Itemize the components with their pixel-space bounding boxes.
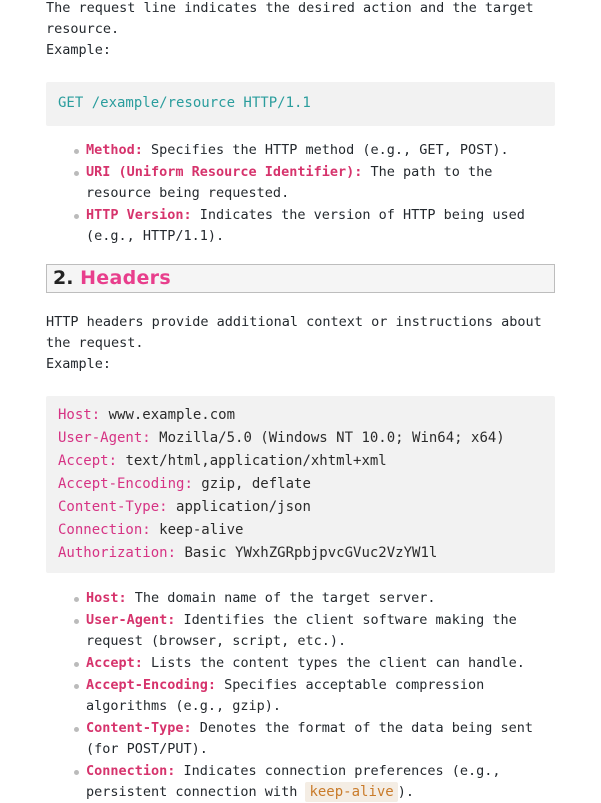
section-title: Headers bbox=[80, 267, 171, 289]
list-term: User-Agent: bbox=[86, 612, 176, 628]
list-term: HTTP Version: bbox=[86, 207, 192, 223]
list-text: Indicates the version of HTTP being used (e.g., HTTP/1.1). bbox=[86, 207, 525, 244]
list-text: Specifies the HTTP method (e.g., GET, POST). bbox=[142, 142, 509, 158]
header-key: Authorization bbox=[58, 545, 168, 561]
header-value: application/json bbox=[167, 499, 311, 515]
headers-code-block bbox=[46, 396, 555, 573]
code-line: Connection: keep-alive bbox=[58, 522, 244, 538]
list-term: Host: bbox=[86, 590, 127, 606]
list-item bbox=[86, 162, 555, 204]
header-key: Accept bbox=[58, 453, 109, 469]
code-line: Authorization: Basic YWxhZGRpbjpvcGVuc2VzYW1l bbox=[58, 545, 438, 561]
header-key: User-Agent bbox=[58, 430, 143, 446]
inline-code-keep-alive: keep-alive bbox=[305, 782, 397, 802]
header-value: Basic YWxhZGRpbjpvcGVuc2VzYW1l bbox=[176, 545, 438, 561]
list-item bbox=[86, 610, 555, 652]
code-line: User-Agent: Mozilla/5.0 (Windows NT 10.0; Win64; x64) bbox=[58, 430, 505, 446]
list-term: Method: bbox=[86, 142, 143, 158]
list-term: URI (Uniform Resource Identifier): bbox=[86, 164, 363, 180]
list-term: Accept: bbox=[86, 655, 143, 671]
request-line-example-label: Example: bbox=[46, 42, 112, 58]
list-text: Denotes the format of the data being sent (for POST/PUT). bbox=[86, 720, 534, 757]
code-line: Content-Type: application/json bbox=[58, 499, 311, 515]
header-value: Mozilla/5.0 (Windows NT 10.0; Win64; x64) bbox=[150, 430, 505, 446]
list-item bbox=[86, 205, 555, 247]
code-line: Host: www.example.com bbox=[58, 407, 236, 423]
list-term: Accept-Encoding: bbox=[86, 677, 217, 693]
header-value: gzip, deflate bbox=[192, 476, 311, 492]
list-item bbox=[86, 761, 555, 803]
list-item bbox=[86, 718, 555, 760]
list-text-tail: ). bbox=[397, 784, 415, 800]
section-number: 2. bbox=[53, 267, 74, 289]
request-line-code: GET /example/resource HTTP/1.1 bbox=[58, 95, 311, 111]
request-line-code-block bbox=[46, 82, 555, 126]
list-text: The domain name of the target server. bbox=[126, 590, 436, 606]
request-line-description: The request line indicates the desired action and the target resource. bbox=[46, 0, 534, 37]
header-key: Content-Type bbox=[58, 499, 160, 515]
header-value: text/html,application/xhtml+xml bbox=[117, 453, 387, 469]
header-key: Connection bbox=[58, 522, 143, 538]
list-text: The path to the resource being requested. bbox=[86, 164, 493, 201]
list-text: Lists the content types the client can handle. bbox=[142, 655, 525, 671]
code-line: Accept-Encoding: gzip, deflate bbox=[58, 476, 311, 492]
headers-list bbox=[46, 588, 555, 803]
code-line: Accept: text/html,application/xhtml+xml bbox=[58, 453, 387, 469]
list-term: Connection: bbox=[86, 763, 176, 779]
header-key: Accept-Encoding bbox=[58, 476, 185, 492]
list-item bbox=[86, 140, 555, 161]
header-value: keep-alive bbox=[150, 522, 244, 538]
list-text: Specifies acceptable compression algorithms (e.g., gzip). bbox=[86, 677, 485, 714]
headers-description: HTTP headers provide additional context or instructions about the request. bbox=[46, 314, 542, 351]
list-item bbox=[86, 675, 555, 717]
header-value: www.example.com bbox=[100, 407, 236, 423]
section-heading-headers bbox=[46, 264, 555, 293]
list-text: Indicates connection preferences (e.g., persistent connection with bbox=[86, 763, 501, 800]
headers-example-label: Example: bbox=[46, 356, 112, 372]
header-key: Host bbox=[58, 407, 92, 423]
list-item bbox=[86, 653, 555, 674]
list-text: Identifies the client software making the request (browser, script, etc.). bbox=[86, 612, 517, 649]
request-line-list bbox=[46, 140, 555, 247]
list-item bbox=[86, 588, 555, 609]
list-term: Content-Type: bbox=[86, 720, 192, 736]
